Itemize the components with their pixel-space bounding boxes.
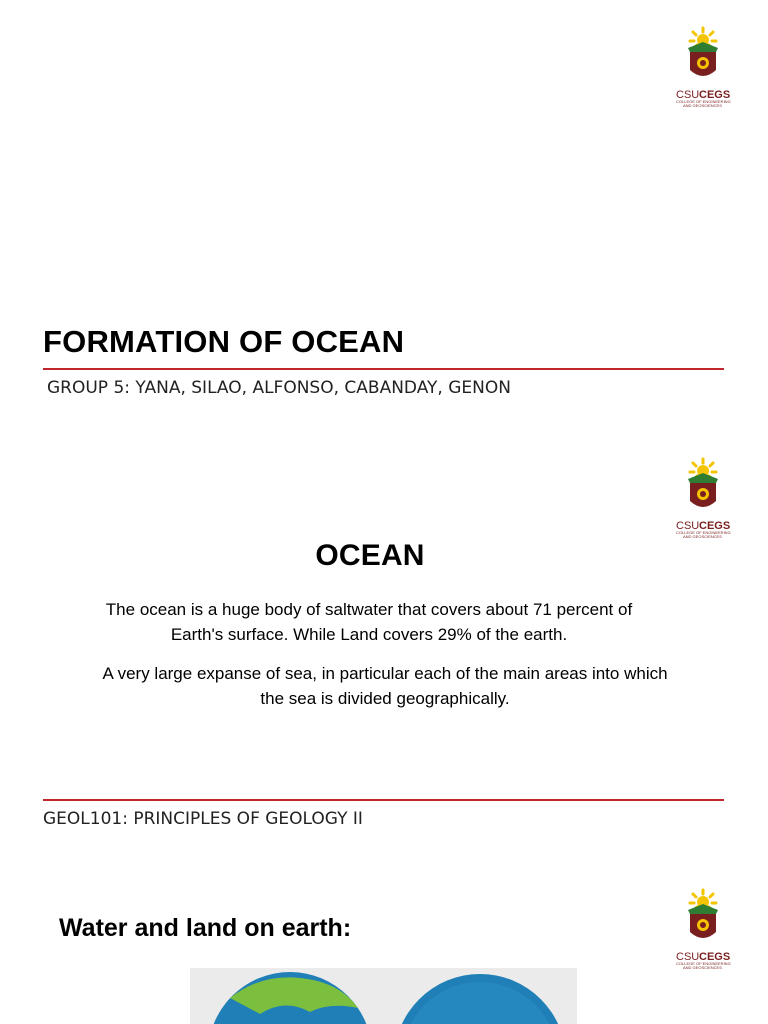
svg-text:AND GEOSCIENCES: AND GEOSCIENCES xyxy=(683,534,722,539)
svg-text:COLLEGE OF ENGINEERING: COLLEGE OF ENGINEERING xyxy=(676,99,731,104)
title-underline xyxy=(43,368,724,370)
svg-text:AND GEOSCIENCES: AND GEOSCIENCES xyxy=(683,965,722,970)
presentation-title: FORMATION OF OCEAN xyxy=(43,324,405,359)
svg-text:CEGS: CEGS xyxy=(699,520,731,532)
svg-text:CSU: CSU xyxy=(676,89,700,101)
globes-image xyxy=(190,968,577,1024)
slide-ocean xyxy=(0,430,768,860)
svg-text:AND GEOSCIENCES: AND GEOSCIENCES xyxy=(683,103,722,108)
water-land-heading: Water and land on earth: xyxy=(59,914,352,942)
svg-text:CEGS: CEGS xyxy=(699,951,731,963)
ocean-definition: The ocean is a huge body of saltwater that covers about 71 percent of Earth's surface. While Land covers 29% of the earth. xyxy=(105,600,633,644)
slide-title xyxy=(0,0,768,430)
slide-water-land xyxy=(0,860,768,1024)
svg-text:CSU: CSU xyxy=(676,520,700,532)
course-code: GEOL101: PRINCIPLES OF GEOLOGY II xyxy=(43,809,363,829)
svg-text:CEGS: CEGS xyxy=(699,89,731,101)
svg-text:COLLEGE OF ENGINEERING: COLLEGE OF ENGINEERING xyxy=(676,961,731,966)
footer-rule xyxy=(43,799,724,801)
csu-cegs-logo xyxy=(666,888,742,972)
ocean-heading: OCEAN xyxy=(315,539,425,572)
svg-text:CSU: CSU xyxy=(676,951,700,963)
ocean-expanse-definition: A very large expanse of sea, in particular each of the main areas into which the sea is divided geographically. xyxy=(102,664,668,708)
group-members: GROUP 5: YANA, SILAO, ALFONSO, CABANDAY, GENON xyxy=(47,378,511,398)
csu-cegs-logo xyxy=(666,26,742,110)
csu-cegs-logo xyxy=(666,457,742,541)
svg-text:COLLEGE OF ENGINEERING: COLLEGE OF ENGINEERING xyxy=(676,530,731,535)
